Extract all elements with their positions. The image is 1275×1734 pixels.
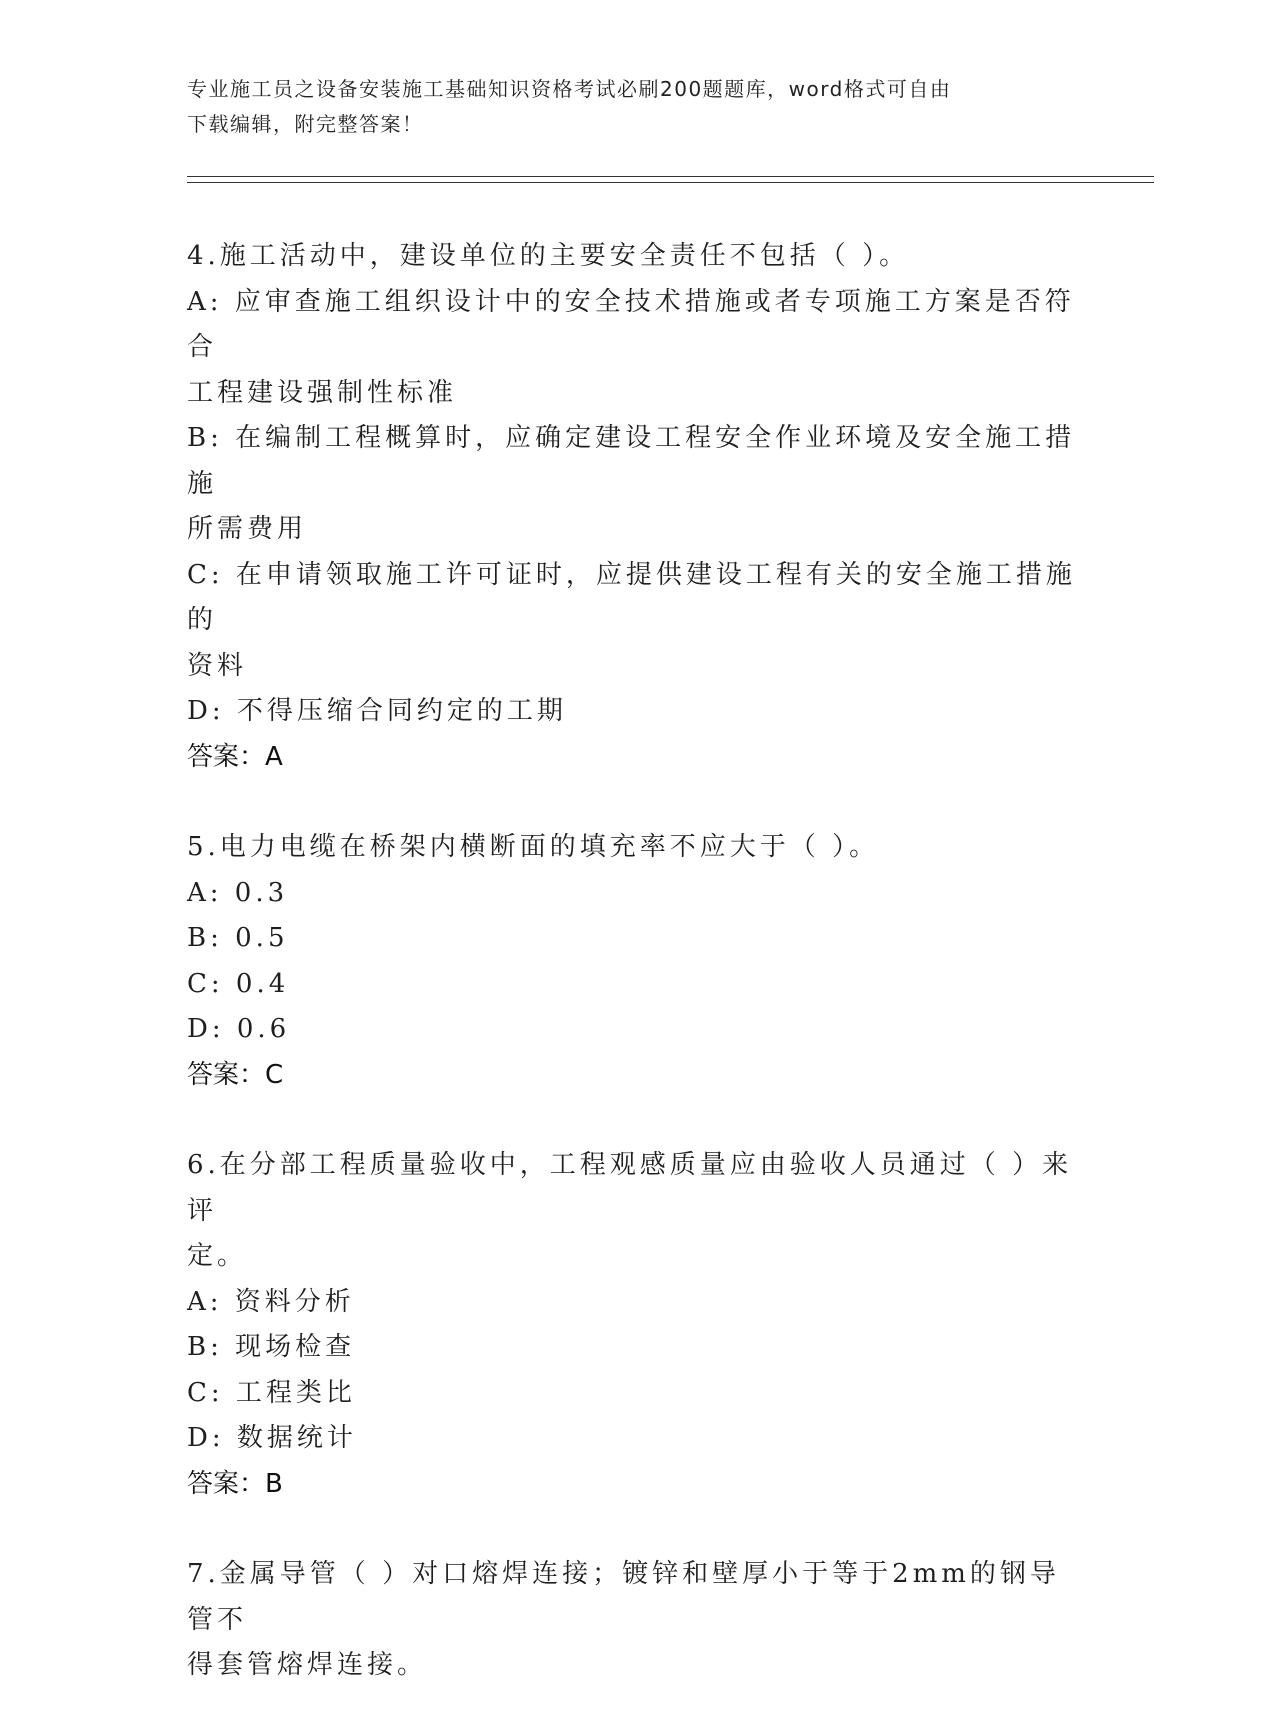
option-b-continued: 所需费用 <box>187 514 308 544</box>
option-d: D: 数据统计 <box>187 1423 357 1453</box>
option-d: D: 0.6 <box>187 1014 291 1044</box>
question-stem-continued: 得套管熔焊连接。 <box>187 1650 428 1680</box>
question-5 <box>187 825 1087 1098</box>
question-list <box>187 234 1087 1734</box>
option-b: B: 现场检查 <box>187 1332 356 1362</box>
question-6 <box>187 1143 1087 1507</box>
option-a-continued: 工程建设强制性标准 <box>187 377 458 408</box>
question-stem: 4.施工活动中，建设单位的主要安全责任不包括（ ）。 <box>187 241 910 271</box>
header-divider-top <box>187 176 1154 177</box>
option-b: B: 在编制工程概算时，应确定建设工程安全作业环境及安全施工措施 <box>187 423 1076 499</box>
question-stem: 5.电力电缆在桥架内横断面的填充率不应大于（ ）。 <box>187 832 880 862</box>
option-c: C: 在申请领取施工许可证时，应提供建设工程有关的安全施工措施的 <box>187 559 1076 635</box>
answer: 答案：A <box>187 741 283 772</box>
question-7 <box>187 1552 1087 1689</box>
option-c: C: 0.4 <box>187 968 290 999</box>
option-d: D: 不得压缩合同约定的工期 <box>187 696 567 726</box>
header-line-1: 专业施工员之设备安装施工基础知识资格考试必刷200题题库，word格式可自由 <box>187 77 952 101</box>
question-stem-continued: 定。 <box>187 1241 248 1271</box>
header-divider-bottom <box>187 182 1154 183</box>
question-stem: 6.在分部工程质量验收中，工程观感质量应由验收人员通过（ ）来评 <box>187 1150 1073 1226</box>
answer: 答案：B <box>187 1468 283 1499</box>
answer: 答案：C <box>187 1059 284 1090</box>
question-stem: 7.金属导管（ ）对口熔焊连接；镀锌和壁厚小于等于2mm的钢导管不 <box>187 1559 1060 1635</box>
option-a: A: 应审查施工组织设计中的安全技术措施或者专项施工方案是否符合 <box>187 286 1075 362</box>
option-c-continued: 资料 <box>187 650 248 681</box>
option-b: B: 0.5 <box>187 923 289 953</box>
option-a: A: 资料分析 <box>187 1286 355 1317</box>
option-c: C: 工程类比 <box>187 1377 356 1408</box>
option-a: A: 0.3 <box>187 877 289 908</box>
document-header <box>187 72 1067 142</box>
header-line-2: 下载编辑，附完整答案！ <box>187 112 424 136</box>
question-4 <box>187 234 1087 780</box>
